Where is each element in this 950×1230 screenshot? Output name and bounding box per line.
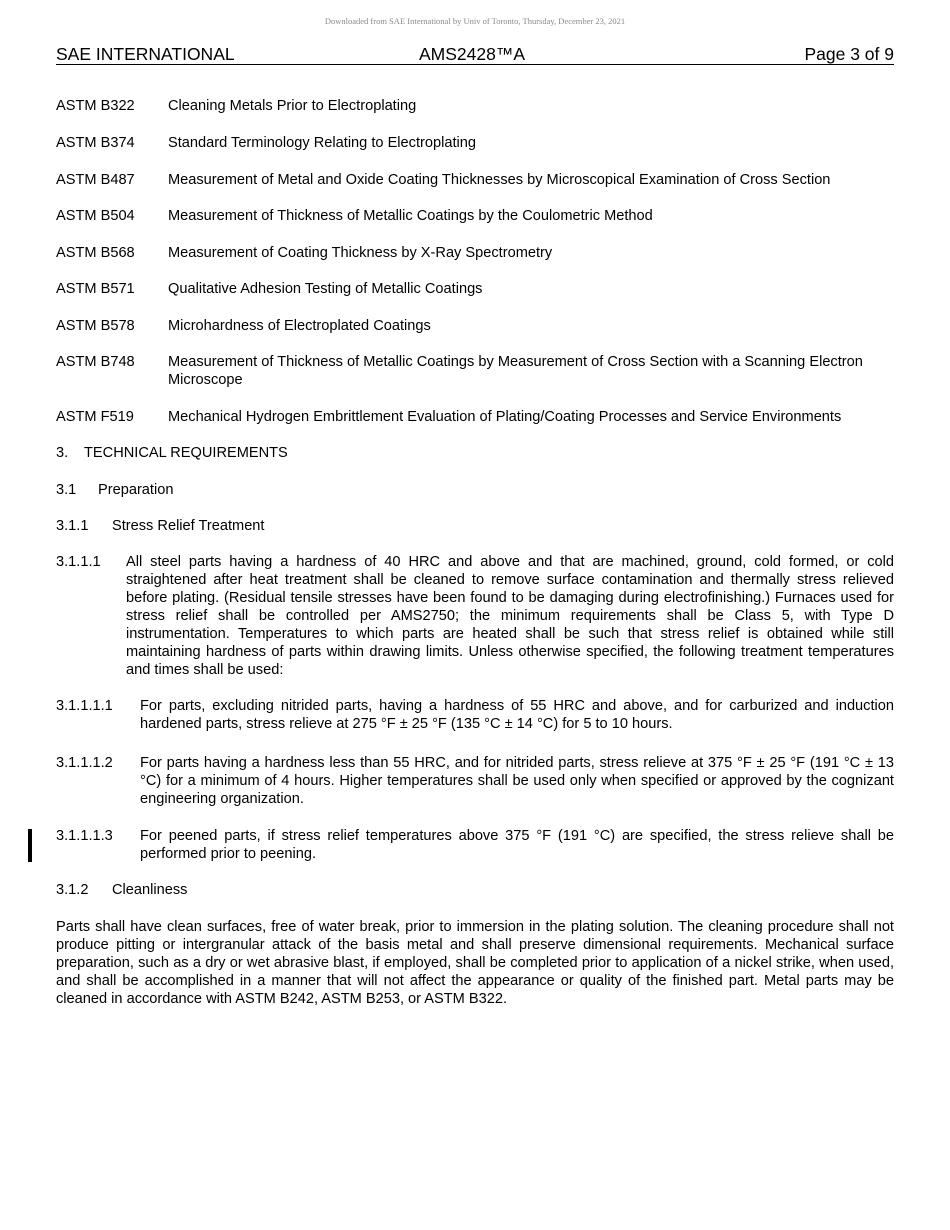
page-header: [56, 44, 894, 65]
section-title: Preparation: [98, 482, 174, 498]
reference-code: ASTM B578: [56, 318, 135, 334]
header-organization: SAE INTERNATIONAL: [56, 44, 235, 64]
paragraph-number: 3.1.1.1.2: [56, 755, 113, 771]
paragraph-text: For parts having a hardness less than 55 HRC, and for nitrided parts, stress relieve at 375 °F ± 25 °F (191 °C ± 13 °C) for a minimum of 4 hours. Higher temperatures shall be used only when specified or approved by the cognizant engineering organization.: [140, 755, 894, 807]
cleanliness-paragraph: Parts shall have clean surfaces, free of water break, prior to immersion in the plating solution. The cleaning procedure shall not produce pitting or intergranular attack of the basis metal and shall preserve dimensional requirements. Mechanical surface preparation, such as a dry or wet abrasive blast, if employed, shall be completed prior to application of a nickel strike, when used, and shall be accomplished in a manner that will not affect the appearance or quality of the finished part. Metal parts may be cleaned in accordance with ASTM B242, ASTM B253, or ASTM B322.: [56, 919, 894, 1007]
section-number: 3.1.2: [56, 882, 89, 898]
reference-title: Qualitative Adhesion Testing of Metallic Coatings: [168, 281, 483, 297]
paragraph-text: For parts, excluding nitrided parts, having a hardness of 55 HRC and above, and for carburized and induction hardened parts, stress relieve at 275 °F ± 25 °F (135 °C ± 14 °C) for 5 to 10 hours.: [140, 698, 894, 732]
section-title: TECHNICAL REQUIREMENTS: [84, 445, 288, 461]
section-number: 3.: [56, 445, 69, 461]
reference-code: ASTM B748: [56, 354, 135, 370]
revision-change-bar: [28, 829, 32, 862]
header-document-id: AMS2428™A: [419, 44, 526, 64]
paragraph-number: 3.1.1.1: [56, 554, 101, 570]
reference-title: Mechanical Hydrogen Embrittlement Evaluation of Plating/Coating Processes and Service Environments: [168, 409, 842, 425]
reference-code: ASTM B322: [56, 98, 135, 114]
reference-code: ASTM B571: [56, 281, 135, 297]
header-page-number: Page 3 of 9: [804, 44, 894, 64]
reference-code: ASTM B568: [56, 245, 135, 261]
section-title: Cleanliness: [112, 882, 188, 898]
reference-code: ASTM B374: [56, 135, 135, 151]
paragraph-number: 3.1.1.1.1: [56, 698, 113, 714]
section-number: 3.1.1: [56, 518, 89, 534]
reference-title: Measurement of Coating Thickness by X-Ray Spectrometry: [168, 245, 553, 261]
paragraph-text: For peened parts, if stress relief temperatures above 375 °F (191 °C) are specified, the stress relieve shall be performed prior to peening.: [140, 828, 894, 862]
reference-title: Measurement of Thickness of Metallic Coatings by Measurement of Cross Section with a Scanning Electron Microscope: [168, 354, 863, 388]
download-watermark: Downloaded from SAE International by Univ of Toronto, Thursday, December 23, 2021: [324, 16, 626, 26]
reference-title: Measurement of Metal and Oxide Coating Thicknesses by Microscopical Examination of Cross Section: [168, 172, 831, 188]
paragraph-number: 3.1.1.1.3: [56, 828, 113, 844]
reference-code: ASTM B487: [56, 172, 135, 188]
paragraph-text: All steel parts having a hardness of 40 HRC and above and that are machined, ground, cold formed, or cold straightened after heat treatment shall be cleaned to remove surface contamination and thermally stress relieved before plating. (Residual tensile stresses have been found to be damaging during electrofinishing.) Furnaces used for stress relief shall be controlled per AMS2750; the minimum requirements shall be Class 5, with Type D instrumentation. Temperatures to which parts are heated shall be such that stress relief is obtained while still maintaining hardness of parts within drawing limits. Unless otherwise specified, the following treatment temperatures and times shall be used:: [126, 554, 894, 678]
reference-code: ASTM F519: [56, 409, 134, 425]
reference-code: ASTM B504: [56, 208, 135, 224]
section-number: 3.1: [56, 482, 77, 498]
reference-title: Measurement of Thickness of Metallic Coatings by the Coulometric Method: [168, 208, 653, 224]
reference-title: Microhardness of Electroplated Coatings: [168, 318, 431, 334]
reference-title: Standard Terminology Relating to Electroplating: [168, 135, 476, 151]
reference-title: Cleaning Metals Prior to Electroplating: [168, 98, 417, 114]
section-title: Stress Relief Treatment: [112, 518, 265, 534]
